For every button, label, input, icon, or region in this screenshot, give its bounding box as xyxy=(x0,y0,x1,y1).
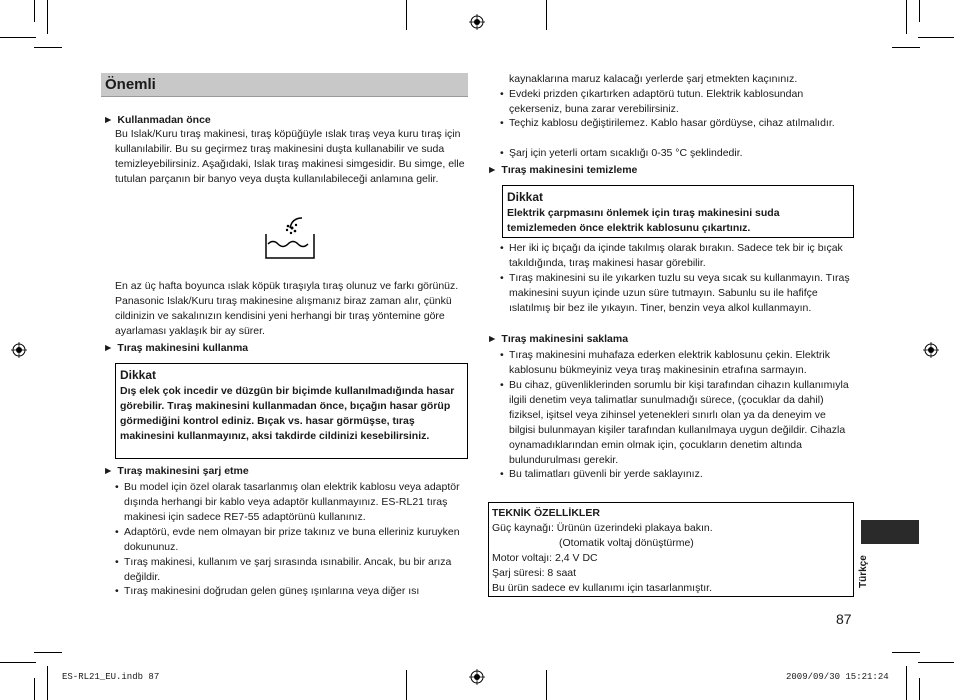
continued-text: kaynaklarına maruz kalacağı yerlerde şarj etmekten kaçınınız. xyxy=(509,73,798,85)
crop-mark xyxy=(919,0,920,22)
registration-mark-icon xyxy=(923,342,939,358)
wet-shaver-shower-icon xyxy=(262,216,318,260)
language-tab-marker xyxy=(861,520,919,544)
paragraph-wet-shaving: En az üç hafta boyunca ıslak köpük tıraşıyla tıraş olunuz ve farkı görünüz. Panasonic Islak/Kuru tıraş makinesine alışmanız biraz zaman alır, çünkü cildinizin ve sakalınızın kendisini yeni herhangi bir tıraş yöntemine göre ayarlaması yaklaşık bir ay sürer. xyxy=(115,280,459,337)
crop-mark xyxy=(0,37,36,38)
subheading-storing: ► Tıraş makinesini saklama xyxy=(487,333,629,345)
list-item: • Adaptörü, evde nem olmayan bir prize takınız ve buna elleriniz kuruyken dokununuz. xyxy=(115,525,460,555)
registration-mark-icon xyxy=(11,342,27,358)
crop-mark xyxy=(34,652,62,653)
caution-title: Dikkat xyxy=(507,190,544,204)
crop-mark xyxy=(47,0,48,34)
crop-mark xyxy=(34,678,35,700)
crop-mark xyxy=(47,666,48,700)
list-item: • Bu cihaz, güvenliklerinden sorumlu bir kişi tarafından cihazın kullanımıyla ilgili denetim veya talimatlar sunulmadığı sürece, (çocuklar da dahil) fiziksel, işitsel veya zihinsel yetenekleri sınırlı olan ya da deneyim ve bilgisi bulunmayan kişiler tarafından kullanılmaya uygun değildir. Cihazla oynamadıklarından emin olmak için, çocukların denetim altında bulundurulması gerekir. xyxy=(500,378,854,468)
crop-mark xyxy=(906,0,907,34)
arrow-bullet-icon: ► xyxy=(103,465,114,477)
crop-mark xyxy=(546,0,547,30)
crop-mark xyxy=(406,670,407,700)
caution-text: Dış elek çok incedir ve düzgün bir biçimde kullanılmadığında hasar görebilir. Tıraş makinesini kullanmadan önce, bıçağın hasar görüp görmediğini kontrol ediniz. Bıçak vs. hasar görmüşse, tıraş makinesini kullanmayınız, aksi takdirde cildinizi kesebilirsiniz. xyxy=(120,385,455,442)
section-heading-bar xyxy=(101,73,468,97)
caution-box-outer-foil xyxy=(115,363,468,459)
spec-power-supply: Güç kaynağı: Ürünün üzerindeki plakaya bakın. xyxy=(492,522,713,534)
list-item: • Evdeki prizden çıkartırken adaptörü tutun. Elektrik kablosundan çekerseniz, buna zarar verebilirsiniz. xyxy=(500,87,854,117)
crop-mark xyxy=(918,662,954,663)
arrow-bullet-icon: ► xyxy=(103,342,114,354)
list-item: • Bu talimatları güvenli bir yerde saklayınız. xyxy=(500,467,854,482)
subheading-using: ► Tıraş makinesini kullanma xyxy=(103,342,249,354)
list-item: • Teçhiz kablosu değiştirilemez. Kablo hasar gördüyse, cihaz atılmalıdır. xyxy=(500,116,854,131)
crop-mark xyxy=(34,47,62,48)
crop-mark xyxy=(919,678,920,700)
spec-charging-time: Şarj süresi: 8 saat xyxy=(492,567,577,579)
list-item: • Bu model için özel olarak tasarlanmış olan elektrik kablosu veya adaptör dışında herhangi bir kablo veya adaptör kullanmayınız. ES-RL21 tıraş makinesi için sadece RE7-55 adaptörünü kullanınız. xyxy=(115,480,460,525)
crop-mark xyxy=(892,47,920,48)
crop-mark xyxy=(406,0,407,30)
spec-voltage-conversion: (Otomatik voltaj dönüştürme) xyxy=(559,537,694,549)
language-label: Türkçe xyxy=(858,555,869,588)
spec-home-use: Bu ürün sadece ev kullanımı için tasarlanmıştır. xyxy=(492,582,713,594)
list-item: • Şarj için yeterli ortam sıcaklığı 0-35 °C şeklindedir. xyxy=(500,146,854,161)
footer-filename: ES-RL21_EU.indb 87 xyxy=(62,672,160,682)
list-item: • Tıraş makinesini doğrudan gelen güneş ışınlarına veya diğer ısı xyxy=(115,584,460,599)
list-item: • Tıraş makinesi, kullanım ve şarj sırasında ısınabilir. Ancak, bu bir arıza değildir. xyxy=(115,555,460,585)
caution-box-electric-shock xyxy=(502,185,854,238)
registration-mark-icon xyxy=(469,14,485,30)
page-number: 87 xyxy=(836,611,852,627)
spec-motor-voltage: Motor voltajı: 2,4 V DC xyxy=(492,552,598,564)
section-heading: Önemli xyxy=(105,76,156,93)
arrow-bullet-icon: ► xyxy=(487,164,498,176)
crop-mark xyxy=(918,37,954,38)
crop-mark xyxy=(34,0,35,22)
arrow-bullet-icon: ► xyxy=(487,333,498,345)
list-item: • Tıraş makinesini su ile yıkarken tuzlu su veya sıcak su kullanmayın. Tıraş makinesini suyun içinde uzun süre tutmayın. Sabunlu su ile hafifçe ıslatılmış bir bez ile yıkayın. Tiner, benzin veya alkol kullanmayın. xyxy=(500,271,854,316)
caution-title: Dikkat xyxy=(120,368,157,382)
paragraph-intro: Bu Islak/Kuru tıraş makinesi, tıraş köpüğüyle ıslak tıraş veya kuru tıraş için kullanılabilir. Bu su geçirmez tıraş makinesini duşta kullanabilir ve suda temizleyebilirsiniz. Aşağıdaki, Islak tıraş makinesi simgesidir. Bu simge, elle tutulan parçanın bir banyo veya duşta kullanılabileceği anlamına gelir. xyxy=(115,128,465,185)
crop-mark xyxy=(0,662,36,663)
footer-timestamp: 2009/09/30 15:21:24 xyxy=(786,672,889,682)
crop-mark xyxy=(906,666,907,700)
registration-mark-icon xyxy=(469,669,485,685)
subheading-charging: ► Tıraş makinesini şarj etme xyxy=(103,465,249,477)
list-item: • Tıraş makinesini muhafaza ederken elektrik kablosunu çekin. Elektrik kablosunu bükmeyiniz veya tıraş makinesinin etrafına sarmayın. xyxy=(500,348,854,378)
specifications-title: TEKNİK ÖZELLİKLER xyxy=(492,507,600,519)
subheading-before-use: ► Kullanmadan önce xyxy=(103,114,211,126)
arrow-bullet-icon: ► xyxy=(103,114,114,126)
crop-mark xyxy=(892,652,920,653)
list-item: • Her iki iç bıçağı da içinde takılmış olarak bırakın. Sadece tek bir iç bıçak takıldığında, tıraş makinesi hasar görebilir. xyxy=(500,241,854,271)
caution-text: Elektrik çarpmasını önlemek için tıraş makinesini suda temizlemeden önce elektrik kablosunu çıkartınız. xyxy=(507,207,780,234)
specifications-box xyxy=(488,502,854,597)
subheading-cleaning: ► Tıraş makinesini temizleme xyxy=(487,164,638,176)
crop-mark xyxy=(546,670,547,700)
